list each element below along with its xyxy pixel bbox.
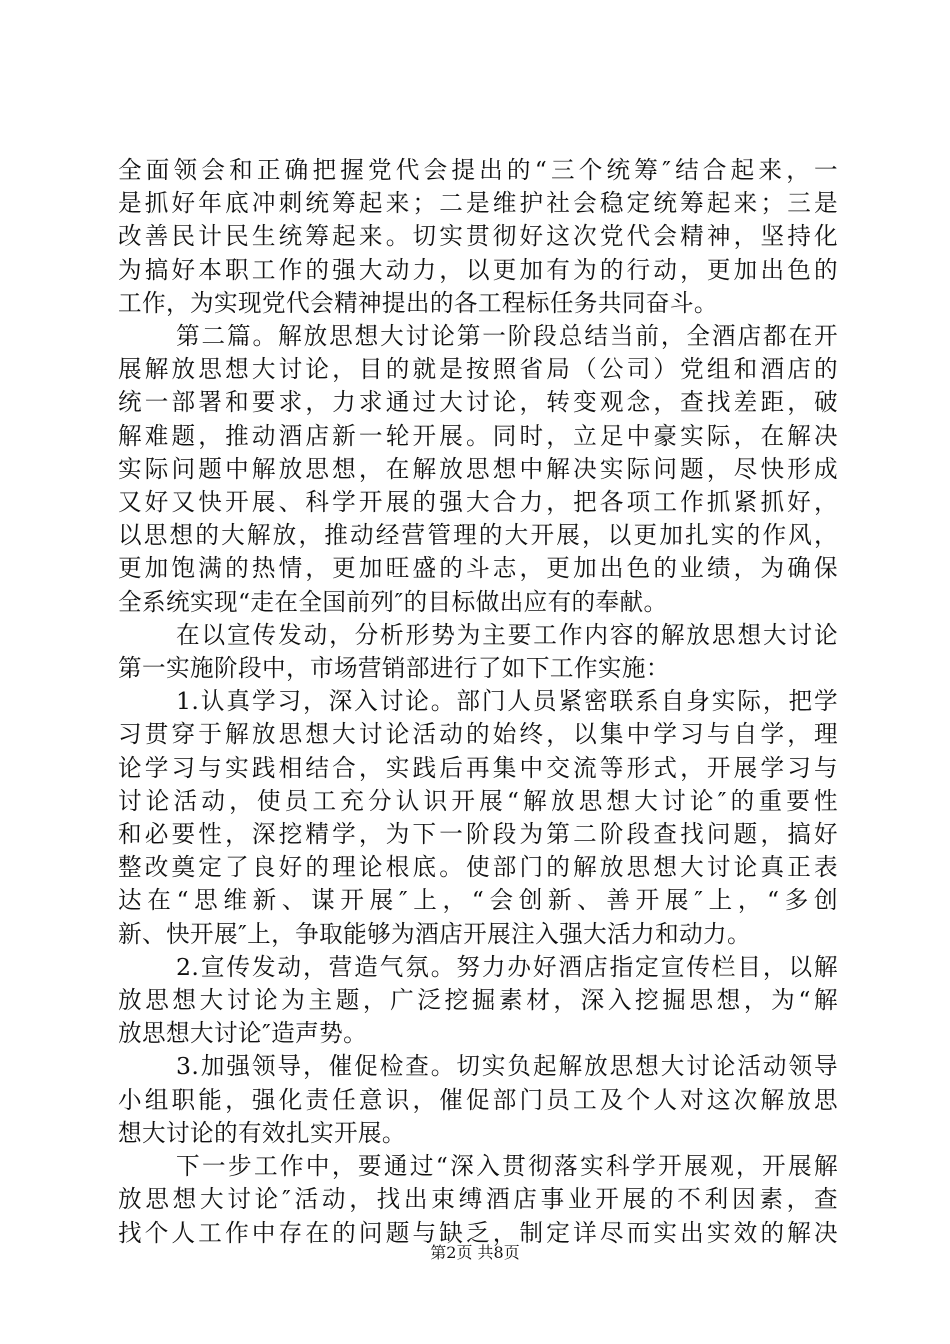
text-line: 新、快开展″上，争取能够为酒店开展注入强大活力和动力。 (118, 919, 752, 948)
text-line: 解难题，推动酒店新一轮开展。同时，立足中豪实际，在解决 (118, 421, 838, 450)
text-line: 是抓好年底冲刺统筹起来；二是维护社会稳定统筹起来；三是 (118, 189, 838, 218)
text-line: 以思想的大解放，推动经营管理的大开展，以更加扎实的作风， (118, 521, 838, 550)
text-line: 在以宣传发动，分析形势为主要工作内容的解放思想大讨论 (176, 620, 838, 649)
text-line: 全面领会和正确把握党代会提出的“三个统筹″结合起来，一 (118, 156, 838, 184)
text-line: 想大讨论的有效扎实开展。 (118, 1118, 406, 1147)
text-line: 更加饱满的热情，更加旺盛的斗志，更加出色的业绩，为确保 (118, 554, 838, 583)
text-line: 下一步工作中，要通过“深入贯彻落实科学开展观，开展解 (176, 1152, 838, 1181)
text-line: 全系统实现“走在全国前列″的目标做出应有的奉献。 (118, 587, 668, 616)
document-body (118, 154, 838, 1250)
text-line: 整改奠定了良好的理论根底。使部门的解放思想大讨论真正表 (118, 853, 838, 882)
text-line: 放思想大讨论为主题，广泛挖掘素材，深入挖掘思想，为“解 (118, 986, 838, 1015)
text-line: 第一实施阶段中，市场营销部进行了如下工作实施： (118, 654, 670, 683)
text-line: 为搞好本职工作的强大动力，以更加有为的行动，更加出色的 (118, 255, 838, 284)
text-line: 达在“思维新、谋开展″上，“会创新、善开展″上，“多创 (118, 886, 838, 915)
text-line: 3.加强领导，催促检查。切实负起解放思想大讨论活动领导 (176, 1052, 838, 1081)
text-line: 论学习与实践相结合，实践后再集中交流等形式，开展学习与 (118, 753, 838, 782)
text-line: 习贯穿于解放思想大讨论活动的始终，以集中学习与自学，理 (118, 720, 838, 749)
page-number-footer: 第2页 共8页 (430, 1243, 520, 1262)
text-line: 改善民计民生统筹起来。切实贯彻好这次党代会精神，坚持化 (118, 222, 838, 251)
text-line: 又好又快开展、科学开展的强大合力，把各项工作抓紧抓好， (118, 488, 838, 517)
text-line: 工作，为实现党代会精神提出的各工程标任务共同奋斗。 (118, 288, 718, 317)
text-line: 和必要性，深挖精学，为下一阶段为第二阶段查找问题，搞好 (118, 820, 838, 849)
text-line: 放思想大讨论″造声势。 (118, 1019, 368, 1048)
text-line: 实际问题中解放思想，在解放思想中解决实际问题，尽快形成 (118, 454, 838, 483)
text-line: 2.宣传发动，营造气氛。努力办好酒店指定宣传栏目，以解 (176, 952, 838, 981)
text-line: 放思想大讨论″活动，找出束缚酒店事业开展的不利因素，查 (118, 1185, 838, 1214)
text-line: 讨论活动，使员工充分认识开展“解放思想大讨论″的重要性 (118, 786, 838, 815)
text-line: 统一部署和要求，力求通过大讨论，转变观念，查找差距，破 (118, 388, 838, 417)
text-line: 第二篇。解放思想大讨论第一阶段总结当前，全酒店都在开 (176, 322, 838, 351)
text-line: 小组职能，强化责任意识，催促部门员工及个人对这次解放思 (118, 1085, 838, 1114)
text-line: 1.认真学习，深入讨论。部门人员紧密联系自身实际，把学 (176, 687, 838, 716)
text-line: 找个人工作中存在的问题与缺乏，制定详尽而实出实效的解决 (118, 1218, 838, 1247)
text-line: 展解放思想大讨论，目的就是按照省局（公司）党组和酒店的 (118, 355, 838, 384)
